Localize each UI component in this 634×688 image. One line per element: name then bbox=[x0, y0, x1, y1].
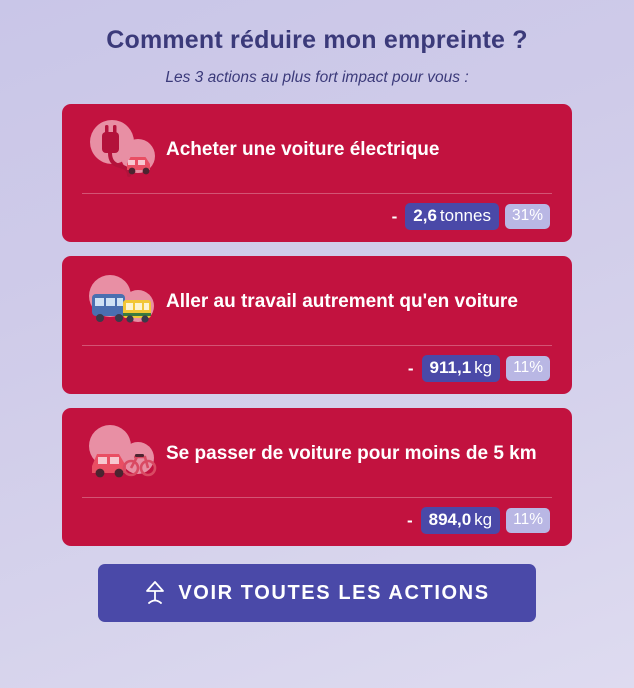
action-card-header bbox=[80, 420, 554, 488]
action-label: Se passer de voiture pour moins de 5 km bbox=[166, 443, 537, 465]
impact-percent: 11% bbox=[506, 356, 550, 381]
impact-value-pill bbox=[422, 355, 501, 382]
impact-value: 2,6 bbox=[413, 206, 437, 225]
impact-value: 911,1 bbox=[429, 358, 472, 377]
view-all-actions-button[interactable] bbox=[98, 564, 536, 622]
action-card-header bbox=[80, 116, 554, 184]
impact-value-pill bbox=[421, 507, 501, 534]
impact-unit: kg bbox=[474, 358, 493, 377]
page-title: Comment réduire mon empreinte ? bbox=[106, 26, 528, 54]
impact-percent: 31% bbox=[505, 204, 550, 229]
impact-value-pill bbox=[405, 203, 499, 230]
action-impact bbox=[80, 194, 554, 232]
minus-sign: - bbox=[391, 206, 398, 226]
view-all-actions-label: VOIR TOUTES LES ACTIONS bbox=[178, 581, 490, 604]
car-bicycle-icon bbox=[80, 420, 166, 488]
action-label: Acheter une voiture électrique bbox=[166, 139, 440, 161]
bus-school-bus-icon bbox=[80, 268, 166, 336]
action-card[interactable] bbox=[62, 408, 572, 546]
actions-list bbox=[0, 104, 634, 546]
action-impact bbox=[80, 346, 554, 384]
impact-value: 894,0 bbox=[428, 510, 472, 529]
minus-sign: - bbox=[406, 510, 413, 530]
action-card-header bbox=[80, 268, 554, 336]
impact-percent: 11% bbox=[506, 508, 550, 533]
action-card[interactable] bbox=[62, 104, 572, 242]
action-card[interactable] bbox=[62, 256, 572, 394]
action-impact bbox=[80, 498, 554, 536]
impact-unit: kg bbox=[474, 510, 493, 529]
electric-plug-car-icon bbox=[80, 116, 166, 184]
page-subtitle: Les 3 actions au plus fort impact pour vous : bbox=[165, 69, 469, 86]
minus-sign: - bbox=[407, 358, 414, 378]
impact-unit: tonnes bbox=[439, 206, 491, 225]
action-label: Aller au travail autrement qu'en voiture bbox=[166, 291, 518, 313]
lamp-icon bbox=[144, 579, 166, 608]
